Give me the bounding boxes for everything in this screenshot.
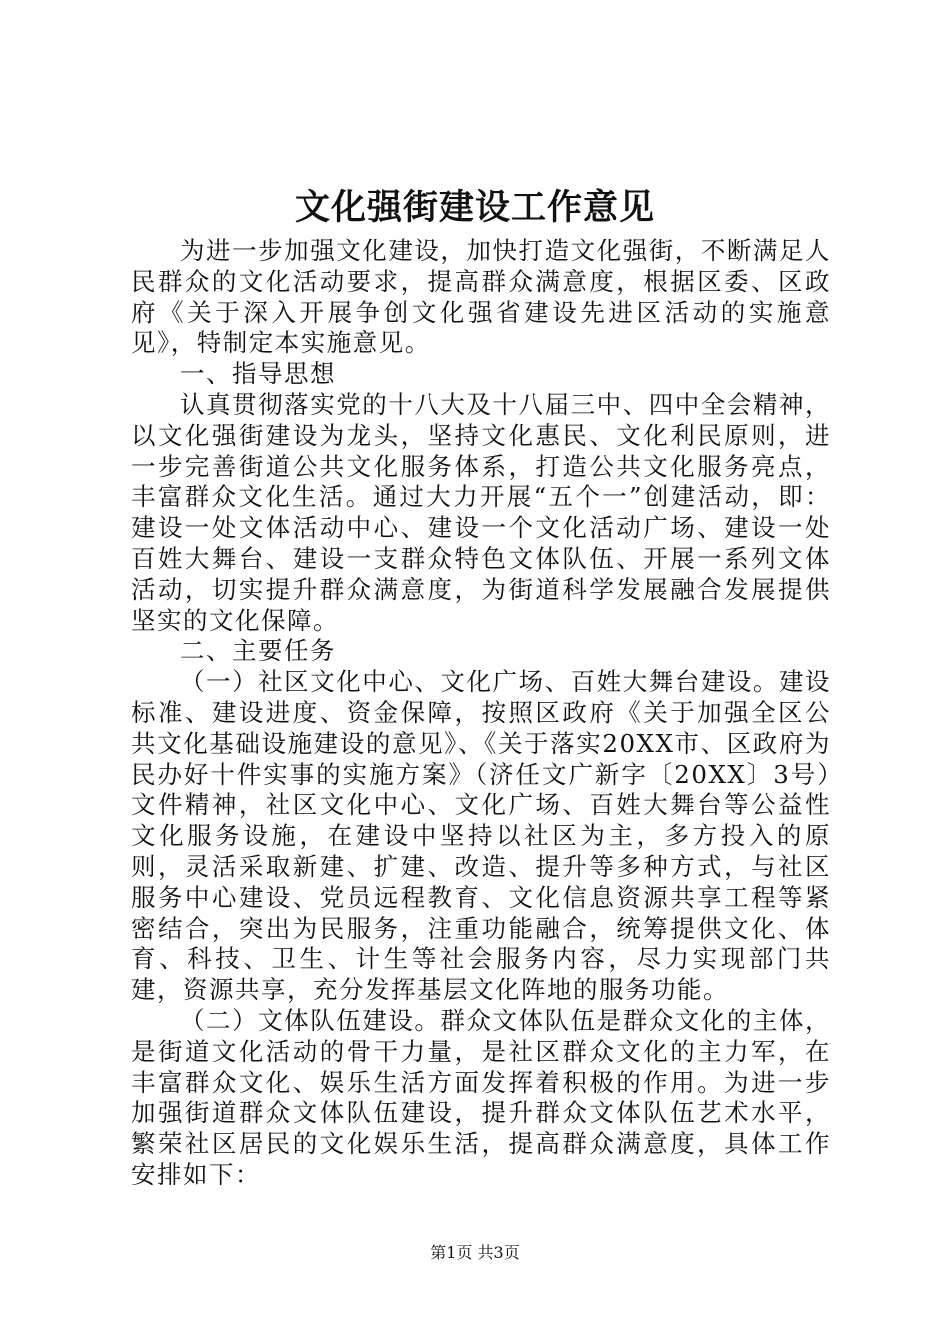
- task-two-paragraph: （二）文体队伍建设。群众文体队伍是群众文化的主体，是街道文化活动的骨干力量，是社区群众文化的主力军，在丰富群众文化、娱乐生活方面发挥着积极的作用。为进一步加强街道群众文体队伍建设，提升群众文体队伍艺术水平，繁荣社区居民的文化娱乐生活，提高群众满意度，具体工作安排如下：: [131, 1005, 831, 1189]
- guiding-thought-paragraph: 认真贯彻落实党的十八大及十八届三中、四中全会精神，以文化强街建设为龙头，坚持文化惠民、文化利民原则，进一步完善街道公共文化服务体系，打造公共文化服务亮点，丰富群众文化生活。通过大力开展“五个一”创建活动，即：建设一处文体活动中心、建设一个文化活动广场、建设一处百姓大舞台、建设一支群众特色文体队伍、开展一系列文体活动，切实提升群众满意度，为街道科学发展融合发展提供坚实的文化保障。: [131, 389, 831, 635]
- document-body: [131, 236, 831, 1191]
- intro-paragraph: 为进一步加强文化建设，加快打造文化强街，不断满足人民群众的文化活动要求，提高群众满意度，根据区委、区政府《关于深入开展争创文化强省建设先进区活动的实施意见》，特制定本实施意见。: [131, 236, 831, 358]
- page-number-footer: 第1页 共3页: [430, 1243, 520, 1262]
- section-heading-main-tasks: 二、主要任务: [180, 636, 336, 666]
- document-title: 文化强街建设工作意见: [294, 187, 655, 228]
- task-one-paragraph: （一）社区文化中心、文化广场、百姓大舞台建设。建设标准、建设进度、资金保障，按照区政府《关于加强全区公共文化基础设施建设的意见》、《关于落实20XX市、区政府为民办好十件实事的实施方案》（济任文广新字〔20XX〕3号）文件精神，社区文化中心、文化广场、百姓大舞台等公益性文化服务设施，在建设中坚持以社区为主，多方投入的原则，灵活采取新建、扩建、改造、提升等多种方式，与社区服务中心建设、党员远程教育、文化信息资源共享工程等紧密结合，突出为民服务，注重功能融合，统筹提供文化、体育、科技、卫生、计生等社会服务内容，尽力实现部门共建，资源共享，充分发挥基层文化阵地的服务功能。: [131, 667, 831, 1005]
- section-heading-guiding-thought: 一、指导思想: [180, 359, 336, 389]
